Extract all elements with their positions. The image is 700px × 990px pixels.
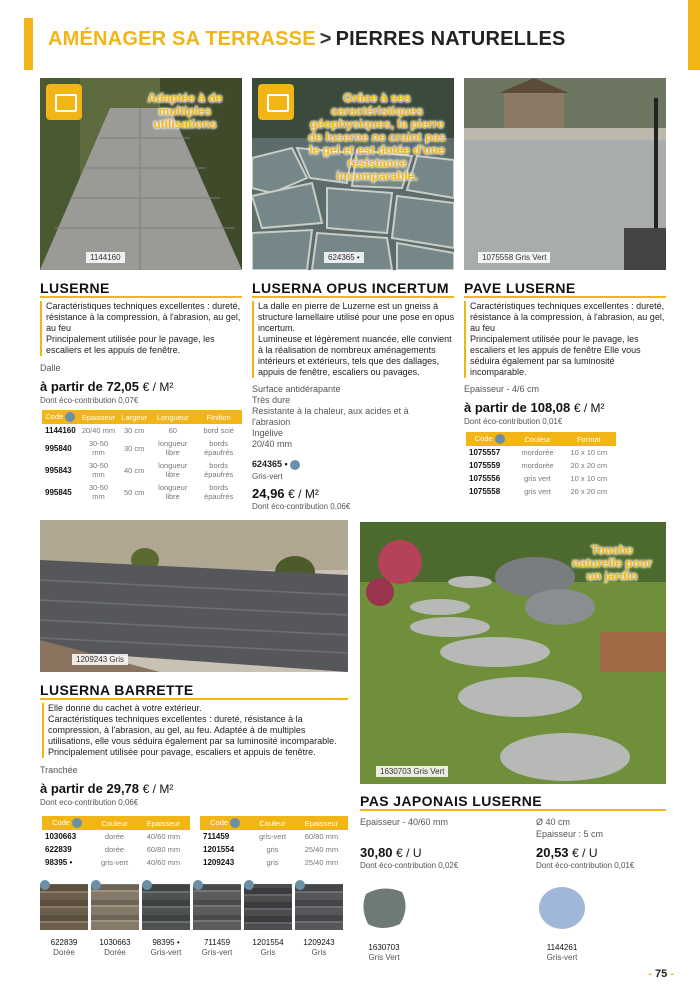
desc-line: Principalement utilisée pour le pavage, les escaliers et les appuis de fenêtre Elle vous séduira également par sa luminosité incomparable. xyxy=(470,334,641,377)
swatch-1144261 xyxy=(536,884,588,963)
title-section: AMÉNAGER SA TERRASSE xyxy=(48,28,316,50)
product-price-1 xyxy=(360,845,422,860)
eco-contribution: Dont éco-contribution 0,06€ xyxy=(252,502,351,511)
swatch-code: 1201554 xyxy=(252,938,284,947)
usage-icon xyxy=(258,84,294,120)
product-type: Tranchée xyxy=(40,765,78,775)
product-description xyxy=(40,301,250,356)
col-header: Code xyxy=(200,816,250,830)
price-value: 72,05 xyxy=(106,379,140,394)
desc-line: Caractéristiques techniques excellentes : dureté, résistance à la compression, à l'abrasion, au gel, au feu xyxy=(470,301,665,333)
desc-line: Caractéristiques techniques excellentes : dureté, résistance à la compression, à l'abrasion, au gel, au feu. Adaptée à de multiples utilisations, elle vous séduira également par sa luminosité incomparable. xyxy=(48,714,337,746)
swatch-code: 1209243 xyxy=(303,938,335,947)
desc-line: Principalement utilisée pour le pavage, les escaliers et les appuis de fenêtre. xyxy=(46,334,215,355)
title-underline xyxy=(252,296,454,298)
price-value: 24,96 xyxy=(252,486,285,501)
product-title-luserne: LUSERNE xyxy=(40,280,110,296)
swatch-code: 1144261 xyxy=(546,943,578,952)
stone-swatch xyxy=(91,884,139,930)
new-icon xyxy=(91,880,101,890)
title-underline xyxy=(40,698,348,700)
product-color: Gris-vert xyxy=(252,472,283,481)
stepping-stone-swatch xyxy=(360,884,408,930)
title-subsection: PIERRES NATURELLES xyxy=(335,28,566,50)
photo-caption: Adaptée à de multiples utilisations xyxy=(147,91,223,131)
swatch-color: Dorée xyxy=(53,948,75,957)
stone-swatch xyxy=(244,884,292,930)
swatch-code: 711459 xyxy=(203,938,231,947)
product-title-opus: LUSERNA OPUS INCERTUM xyxy=(252,280,449,296)
col-header: Code xyxy=(42,410,79,424)
page-number-value: 75 xyxy=(655,968,668,980)
photo-code: 624365 • xyxy=(324,252,364,263)
table-row: 1075559 mordorée 20 x 20 cm xyxy=(469,461,608,471)
swatch-622839 xyxy=(40,884,88,958)
product-price xyxy=(40,379,173,394)
new-icon xyxy=(230,818,240,828)
product-price xyxy=(40,781,173,796)
new-icon xyxy=(295,880,305,890)
swatch-color: Gris-vert xyxy=(201,948,233,957)
photo-code: 1209243 Gris xyxy=(72,654,128,665)
price-value: 20,53 xyxy=(536,845,569,860)
table-row: 1201554 gris 25/40 mm xyxy=(203,845,339,855)
col-header: Format xyxy=(562,432,616,446)
desc-line: La dalle en pierre de Luzerne est un gneiss à structure lamellaire utilisé pour une pose en opus incertum. xyxy=(258,301,455,333)
col-header: Code xyxy=(466,432,513,446)
stone-swatch xyxy=(193,884,241,930)
table-row: 711459 gris-vert 60/80 mm xyxy=(203,832,339,842)
col-header: Epaisseur xyxy=(295,816,348,830)
stone-swatch xyxy=(295,884,343,930)
photo-japonais xyxy=(360,522,666,784)
swatch-code: 1630703 xyxy=(368,943,400,952)
swatch-1209243 xyxy=(295,884,343,958)
spec-line: Ingélive xyxy=(252,428,284,438)
desc-line: Elle donne du cachet à votre extérieur. xyxy=(48,703,202,713)
new-icon xyxy=(72,818,82,828)
table-row: 1075556 gris vert 10 x 10 cm xyxy=(469,474,608,484)
spec-line: Resistante à la chaleur, aux acides et à l'abrasion xyxy=(252,406,409,427)
new-icon xyxy=(290,460,300,470)
col-header: Epaisseur xyxy=(137,816,190,830)
product-type: Dalle xyxy=(40,363,61,373)
swatch-1630703 xyxy=(360,884,408,963)
photo-caption: Touche naturelle pour un jardin xyxy=(571,543,652,583)
product-thickness: Epaisseur - 40/60 mm xyxy=(360,817,449,827)
spec-line: Surface antidérapante xyxy=(252,384,341,394)
table-row: 995843 30-50 mm 40 cm longueur libre bords épaufrés xyxy=(45,461,234,480)
swatch-color: Gris xyxy=(260,948,276,957)
swatch-code: 1030663 xyxy=(99,938,131,947)
table-row: 1030663 dorée 40/60 mm xyxy=(45,832,181,842)
stepping-stone-swatch xyxy=(536,884,588,930)
desc-line: Principalement utilisée pour pavage, escaliers et appuis de fenêtre. xyxy=(48,747,316,757)
eco-contribution: Dont éco-contribution 0,01€ xyxy=(536,861,635,870)
table-row: 622839 dorée 60/80 mm xyxy=(45,845,181,855)
page-edge-tab xyxy=(688,0,700,70)
photo-luserne xyxy=(40,78,242,270)
price-prefix: à partir de xyxy=(40,379,103,394)
chevron-icon: > xyxy=(319,28,332,50)
photo-pave xyxy=(464,78,666,270)
product-diameter: Ø 40 cm xyxy=(536,817,571,827)
col-header: Longueur xyxy=(150,410,195,424)
usage-icon xyxy=(46,84,82,120)
table-row: 98395 • gris-vert 40/60 mm xyxy=(45,858,181,868)
table-row: 1144160 20/40 mm 30 cm 60 bord scié xyxy=(45,426,234,436)
price-unit: € / M² xyxy=(142,380,174,394)
col-header: Largeur xyxy=(118,410,150,424)
title-underline xyxy=(464,296,666,298)
swatch-color: Gris xyxy=(311,948,327,957)
new-icon xyxy=(193,880,203,890)
table-row: 995840 30-50 mm 30 cm longueur libre bords épaufrés xyxy=(45,439,234,458)
page-number: - 75 - xyxy=(648,968,674,980)
product-price xyxy=(464,400,605,415)
product-description xyxy=(252,301,457,378)
product-price-2 xyxy=(536,845,598,860)
table-row: 1075558 gris vert 20 x 20 cm xyxy=(469,487,608,497)
col-header: Epaisseur xyxy=(79,410,119,424)
stone-swatch xyxy=(40,884,88,930)
photo-code: 1075558 Gris Vert xyxy=(478,252,550,263)
spec-line: 20/40 mm xyxy=(252,439,293,449)
eco-contribution: Dont éco-contribution 0,02€ xyxy=(360,861,459,870)
price-unit: € / M² xyxy=(142,782,174,796)
col-header: Couleur xyxy=(513,432,561,446)
price-unit: € / U xyxy=(396,846,422,860)
title-underline xyxy=(40,296,242,298)
swatch-color: Gris Vert xyxy=(368,953,400,962)
price-unit: € / U xyxy=(572,846,598,860)
table-row: 1075557 mordorée 10 x 10 cm xyxy=(469,448,608,458)
product-title-pave: PAVE LUSERNE xyxy=(464,280,576,296)
swatch-711459 xyxy=(193,884,241,958)
eco-contribution: Dont éco-contribution 0,07€ xyxy=(40,396,139,405)
product-thickness-2: Epaisseur : 5 cm xyxy=(536,829,604,839)
price-value: 108,08 xyxy=(530,400,571,415)
table-row: 1209243 gris 25/40 mm xyxy=(203,858,339,868)
photo-code: 1144160 xyxy=(86,252,125,263)
product-specs xyxy=(252,384,412,450)
new-icon xyxy=(244,880,254,890)
new-icon xyxy=(65,412,75,422)
swatch-color: Gris-vert xyxy=(546,953,578,962)
price-unit: € / M² xyxy=(573,401,605,415)
swatch-color: Dorée xyxy=(104,948,126,957)
desc-line: Caractéristiques techniques excellentes : dureté, résistance à la compression, à l'abrasion, au gel, au feu xyxy=(46,301,241,333)
table-row: 995845 30-50 mm 50 cm longueur libre bords épaufrés xyxy=(45,483,234,502)
swatch-code: 622839 xyxy=(50,938,78,947)
swatch-98395 xyxy=(142,884,190,958)
price-value: 30,80 xyxy=(360,845,393,860)
desc-line: Lumineuse et légèrement nuancée, elle convient à la réalisation de nombreux aménagements intérieurs et extérieurs, tels que des dallages, appuis de fenêtre, escaliers ou pavages. xyxy=(258,334,452,377)
product-title-barrette: LUSERNA BARRETTE xyxy=(40,682,194,698)
swatch-1030663 xyxy=(91,884,139,958)
product-price xyxy=(252,486,319,501)
photo-barrette xyxy=(40,520,348,672)
title-underline xyxy=(360,809,666,811)
col-header: Couleur xyxy=(250,816,295,830)
price-value: 29,78 xyxy=(106,781,140,796)
product-table-left xyxy=(42,816,190,869)
swatch-color: Gris-vert xyxy=(150,948,182,957)
product-table xyxy=(466,432,616,498)
price-prefix: à partir de xyxy=(464,400,527,415)
price-prefix: à partir de xyxy=(40,781,103,796)
product-title-japonais: PAS JAPONAIS LUSERNE xyxy=(360,793,542,809)
stone-swatch xyxy=(142,884,190,930)
new-icon xyxy=(40,880,50,890)
product-code: 624365 • xyxy=(252,459,300,470)
product-table-right xyxy=(200,816,348,869)
spec-line: Très dure xyxy=(252,395,291,405)
col-header: Finition xyxy=(195,410,242,424)
swatch-code: 98395 • xyxy=(152,938,180,947)
eco-contribution: Dont eco-contribution 0,06€ xyxy=(40,798,139,807)
photo-caption: Grâce à ses caractéristiques géophysiques, la pierre de luserne ne craint pas le gel et est dotée d'une résistance incomparable. xyxy=(308,91,446,183)
header-accent-bar xyxy=(24,18,33,70)
col-header: Couleur xyxy=(92,816,137,830)
photo-code: 1630703 Gris Vert xyxy=(376,766,448,777)
page-title xyxy=(48,28,566,51)
eco-contribution: Dont éco-contribution 0,01€ xyxy=(464,417,563,426)
product-description xyxy=(464,301,670,378)
product-table xyxy=(42,410,242,503)
product-description xyxy=(42,703,352,758)
new-icon xyxy=(495,434,505,444)
col-header: Code xyxy=(42,816,92,830)
photo-opus xyxy=(252,78,454,270)
price-unit: € / M² xyxy=(288,487,319,501)
product-thickness: Epaisseur - 4/6 cm xyxy=(464,384,540,394)
swatch-1201554 xyxy=(244,884,292,958)
new-icon xyxy=(142,880,152,890)
